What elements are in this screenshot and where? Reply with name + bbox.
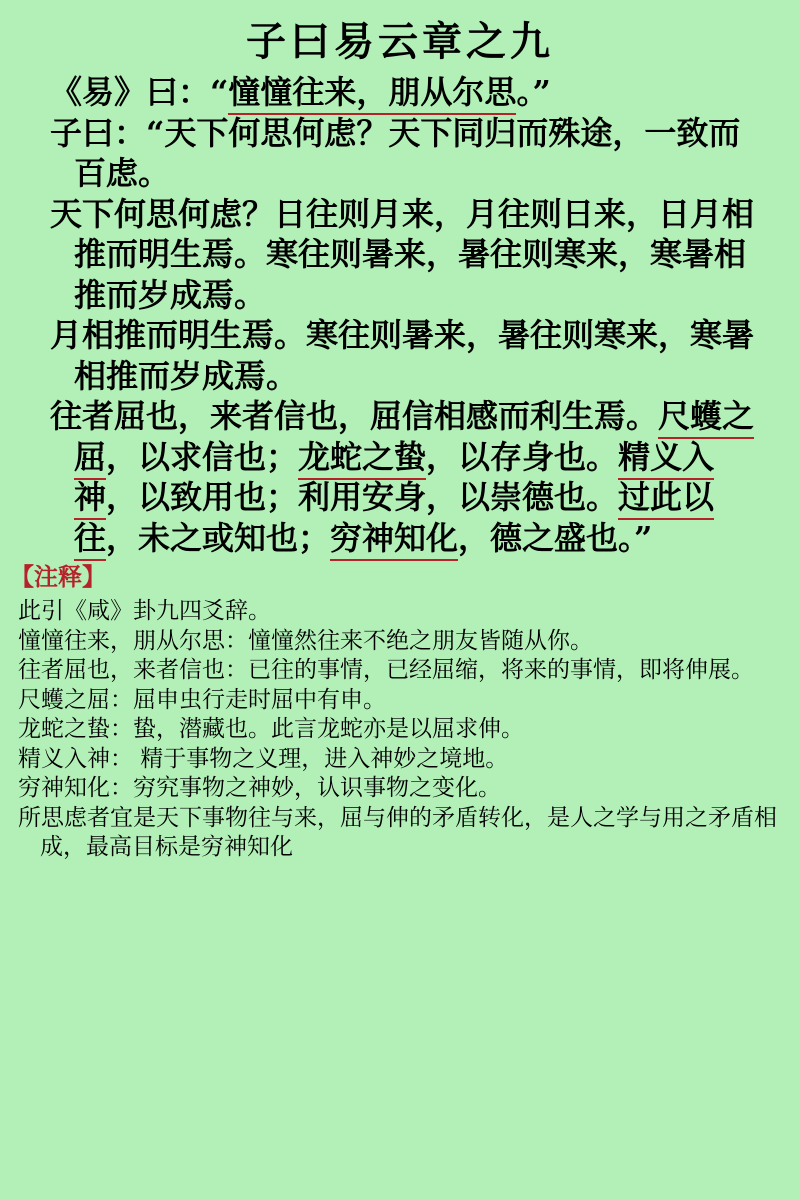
text-segment: ，以存身也。: [426, 437, 619, 476]
text-segment: 往者屈也，来者信也，屈信相感而利生焉。: [50, 397, 659, 435]
text-segment: 《易》曰：“: [50, 73, 229, 111]
main-paragraph: [50, 315, 765, 396]
text-segment: ，德之盛也。”: [458, 518, 653, 557]
text-segment: ，未之或知也；: [106, 518, 331, 557]
note-item: 龙蛇之蛰：蛰，潜藏也。此言龙蛇亦是以屈求伸。: [18, 716, 524, 742]
text-segment: ，以致用也；利用安身，以崇德也。: [106, 478, 619, 516]
underlined-phrase: 龙蛇之蛰: [298, 438, 426, 480]
page-title: 子曰易云章之九: [246, 18, 554, 65]
main-paragraph: [50, 396, 765, 558]
main-paragraph: [50, 113, 765, 194]
underlined-phrase: 尺蠖之屈: [74, 397, 754, 480]
notes-heading: 【注释】: [10, 563, 106, 591]
text-segment: 子曰：“天下何思何虑？天下同归而殊途，一致而百虑。: [50, 113, 741, 192]
main-paragraph: [50, 72, 765, 113]
text-segment: 。”: [516, 73, 551, 111]
main-text: [50, 72, 765, 558]
underlined-phrase: 过此以往: [74, 478, 714, 561]
note-item: 精义入神： 精于事物之义理，进入神妙之境地。: [18, 745, 509, 772]
text-segment: 天下何思何虑？日往则月来，月往则日来，日月相推而明生焉。寒往则暑来，暑往则寒来，寒暑相推而岁成焉。: [50, 194, 755, 314]
main-paragraph: [50, 194, 765, 316]
note-item: 尺蠖之屈：屈申虫行走时屈中有申。: [18, 686, 386, 713]
text-segment: ，以求信也；: [106, 437, 299, 476]
underlined-phrase: 憧憧往来，朋从尔思: [228, 73, 516, 115]
note-item: 往者屈也，来者信也：已往的事情，已经屈缩，将来的事情，即将伸展。: [18, 657, 754, 683]
underlined-phrase: 精义入神: [74, 438, 714, 521]
notes-list: [18, 597, 778, 863]
note-item: 穷神知化：穷究事物之神妙，认识事物之变化。: [18, 775, 501, 801]
note-item: 所思虑者宜是天下事物往与来，屈与伸的矛盾转化，是人之学与用之矛盾相成，最高目标是穷神知化: [18, 804, 777, 860]
text-segment: 月相推而明生焉。寒往则暑来，暑往则寒来，寒暑相推而岁成焉。: [50, 316, 755, 395]
note-item: 憧憧往来，朋从尔思：憧憧然往来不绝之朋友皆随从你。: [18, 627, 593, 654]
underlined-phrase: 穷神知化: [330, 519, 458, 561]
note-item: 此引《咸》卦九四爻辞。: [18, 598, 271, 624]
